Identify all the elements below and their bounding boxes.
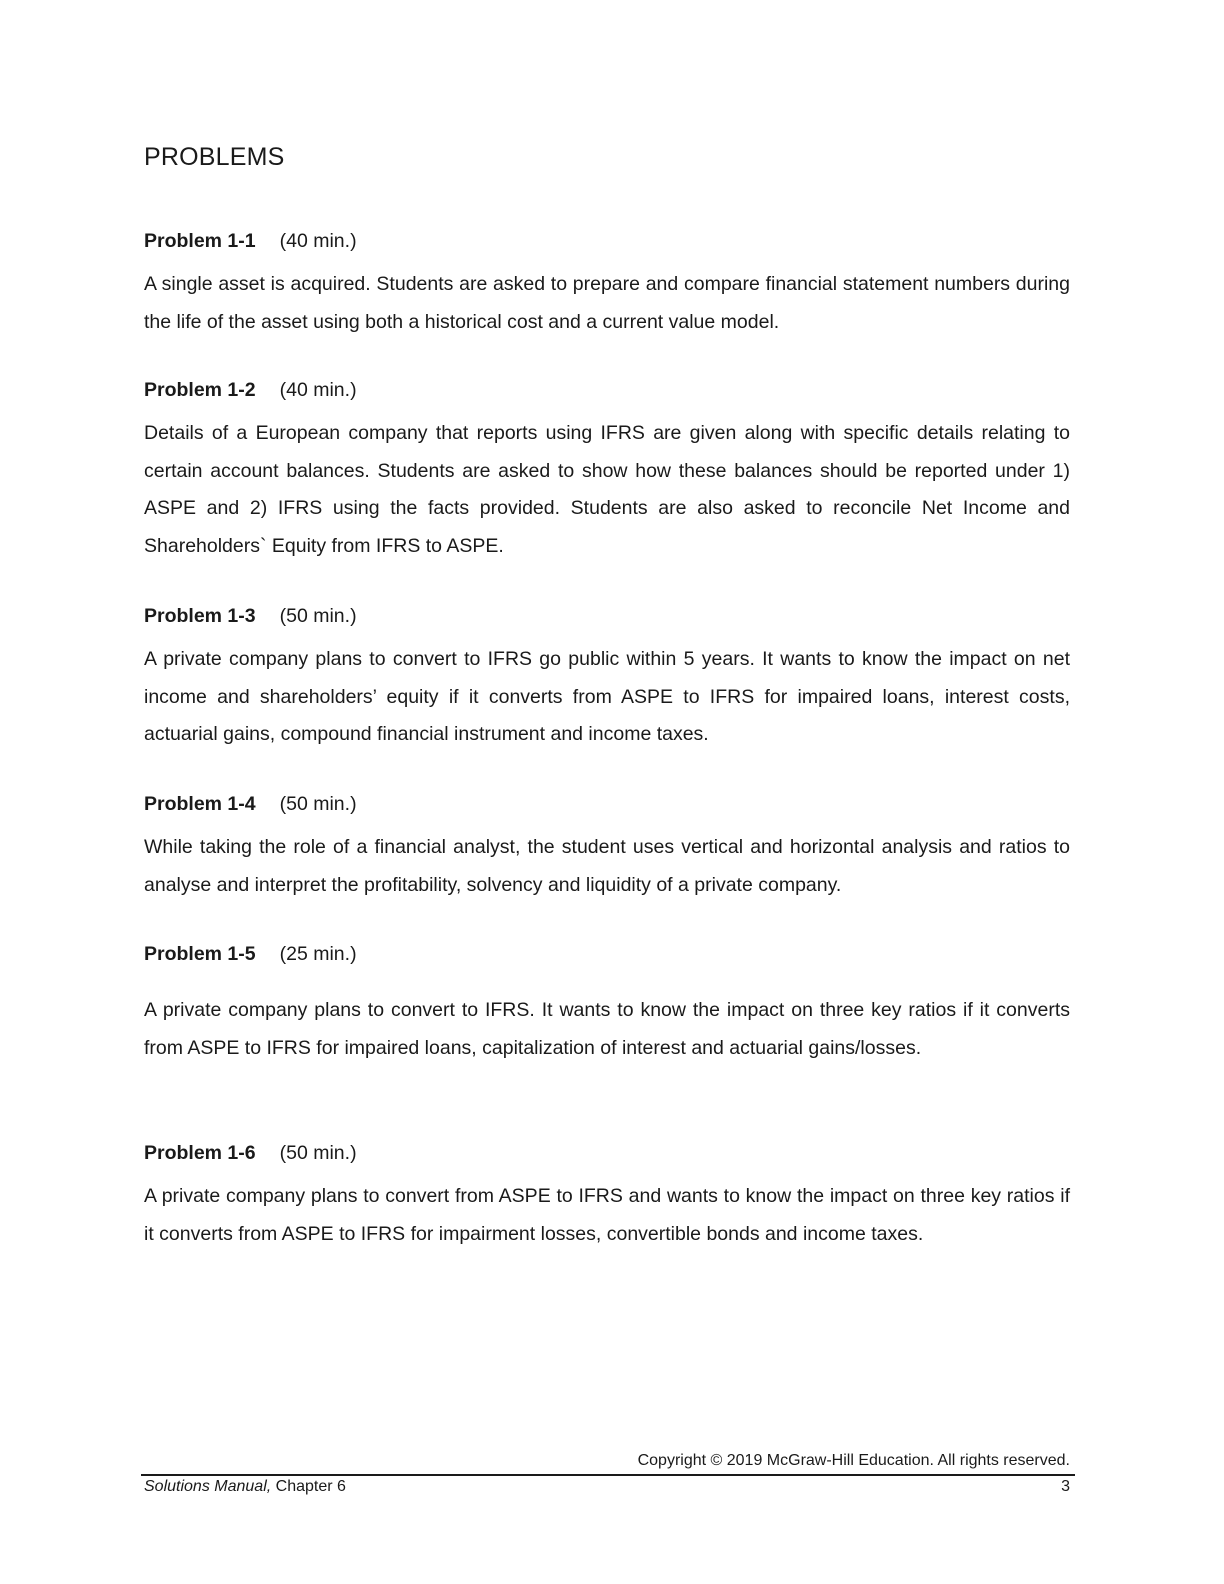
problem-1-4: [144, 792, 1070, 904]
problem-1-3: [144, 604, 1070, 754]
problem-header: [144, 1141, 1070, 1165]
problem-description: A single asset is acquired. Students are asked to prepare and compare financial statement numbers during the life of the asset using both a historical cost and a current value model.: [144, 273, 1070, 333]
problem-description: Details of a European company that reports using IFRS are given along with specific details relating to certain account balances. Students are asked to show how these balances should be reported under 1) ASPE and 2) IFRS using the facts provided. Students are also asked to reconcile Net Income and Shareholders` Equity from IFRS to ASPE.: [144, 422, 1070, 557]
problem-title: Problem 1-1: [144, 230, 256, 252]
problem-title: Problem 1-4: [144, 793, 256, 815]
problem-1-5: [144, 942, 1070, 1067]
problem-title: Problem 1-3: [144, 605, 256, 627]
problem-description: A private company plans to convert to IFRS. It wants to know the impact on three key ratios if it converts from ASPE to IFRS for impaired loans, capitalization of interest and actuarial gains/losses.: [144, 999, 1070, 1059]
problem-header: [144, 229, 1070, 253]
problem-description: While taking the role of a financial analyst, the student uses vertical and horizontal analysis and ratios to analyse and interpret the profitability, solvency and liquidity of a private company.: [144, 836, 1070, 896]
footer-source: [144, 1478, 346, 1496]
problem-time: (40 min.): [279, 230, 357, 252]
problem-time: (50 min.): [279, 605, 357, 627]
problem-description: A private company plans to convert to IFRS go public within 5 years. It wants to know the impact on net income and shareholders’ equity if it converts from ASPE to IFRS for impaired loans, interest costs, actuarial gains, compound financial instrument and income taxes.: [144, 648, 1070, 746]
problem-header: [144, 604, 1070, 628]
problem-title: Problem 1-6: [144, 1142, 256, 1164]
problem-title: Problem 1-2: [144, 379, 256, 401]
footer-chapter: Chapter 6: [275, 1478, 346, 1495]
problem-1-1: [144, 229, 1070, 341]
footer-manual-title: Solutions Manual,: [144, 1478, 272, 1495]
section-heading: PROBLEMS: [144, 143, 285, 171]
problem-description: A private company plans to convert from ASPE to IFRS and wants to know the impact on three key ratios if it converts from ASPE to IFRS for impairment losses, convertible bonds and income taxes.: [144, 1185, 1070, 1245]
problem-time: (40 min.): [279, 379, 357, 401]
problem-header: [144, 792, 1070, 816]
problem-time: (50 min.): [279, 793, 357, 815]
footer-copyright: Copyright © 2019 McGraw-Hill Education. All rights reserved.: [637, 1452, 1070, 1469]
problem-header: [144, 942, 1070, 966]
problem-time: (25 min.): [279, 943, 357, 965]
footer-divider: [141, 1474, 1075, 1476]
footer-page-number: 3: [1061, 1478, 1070, 1495]
problem-1-6: [144, 1141, 1070, 1253]
problem-1-2: [144, 378, 1070, 565]
problem-header: [144, 378, 1070, 402]
problem-title: Problem 1-5: [144, 943, 256, 965]
problem-time: (50 min.): [279, 1142, 357, 1164]
